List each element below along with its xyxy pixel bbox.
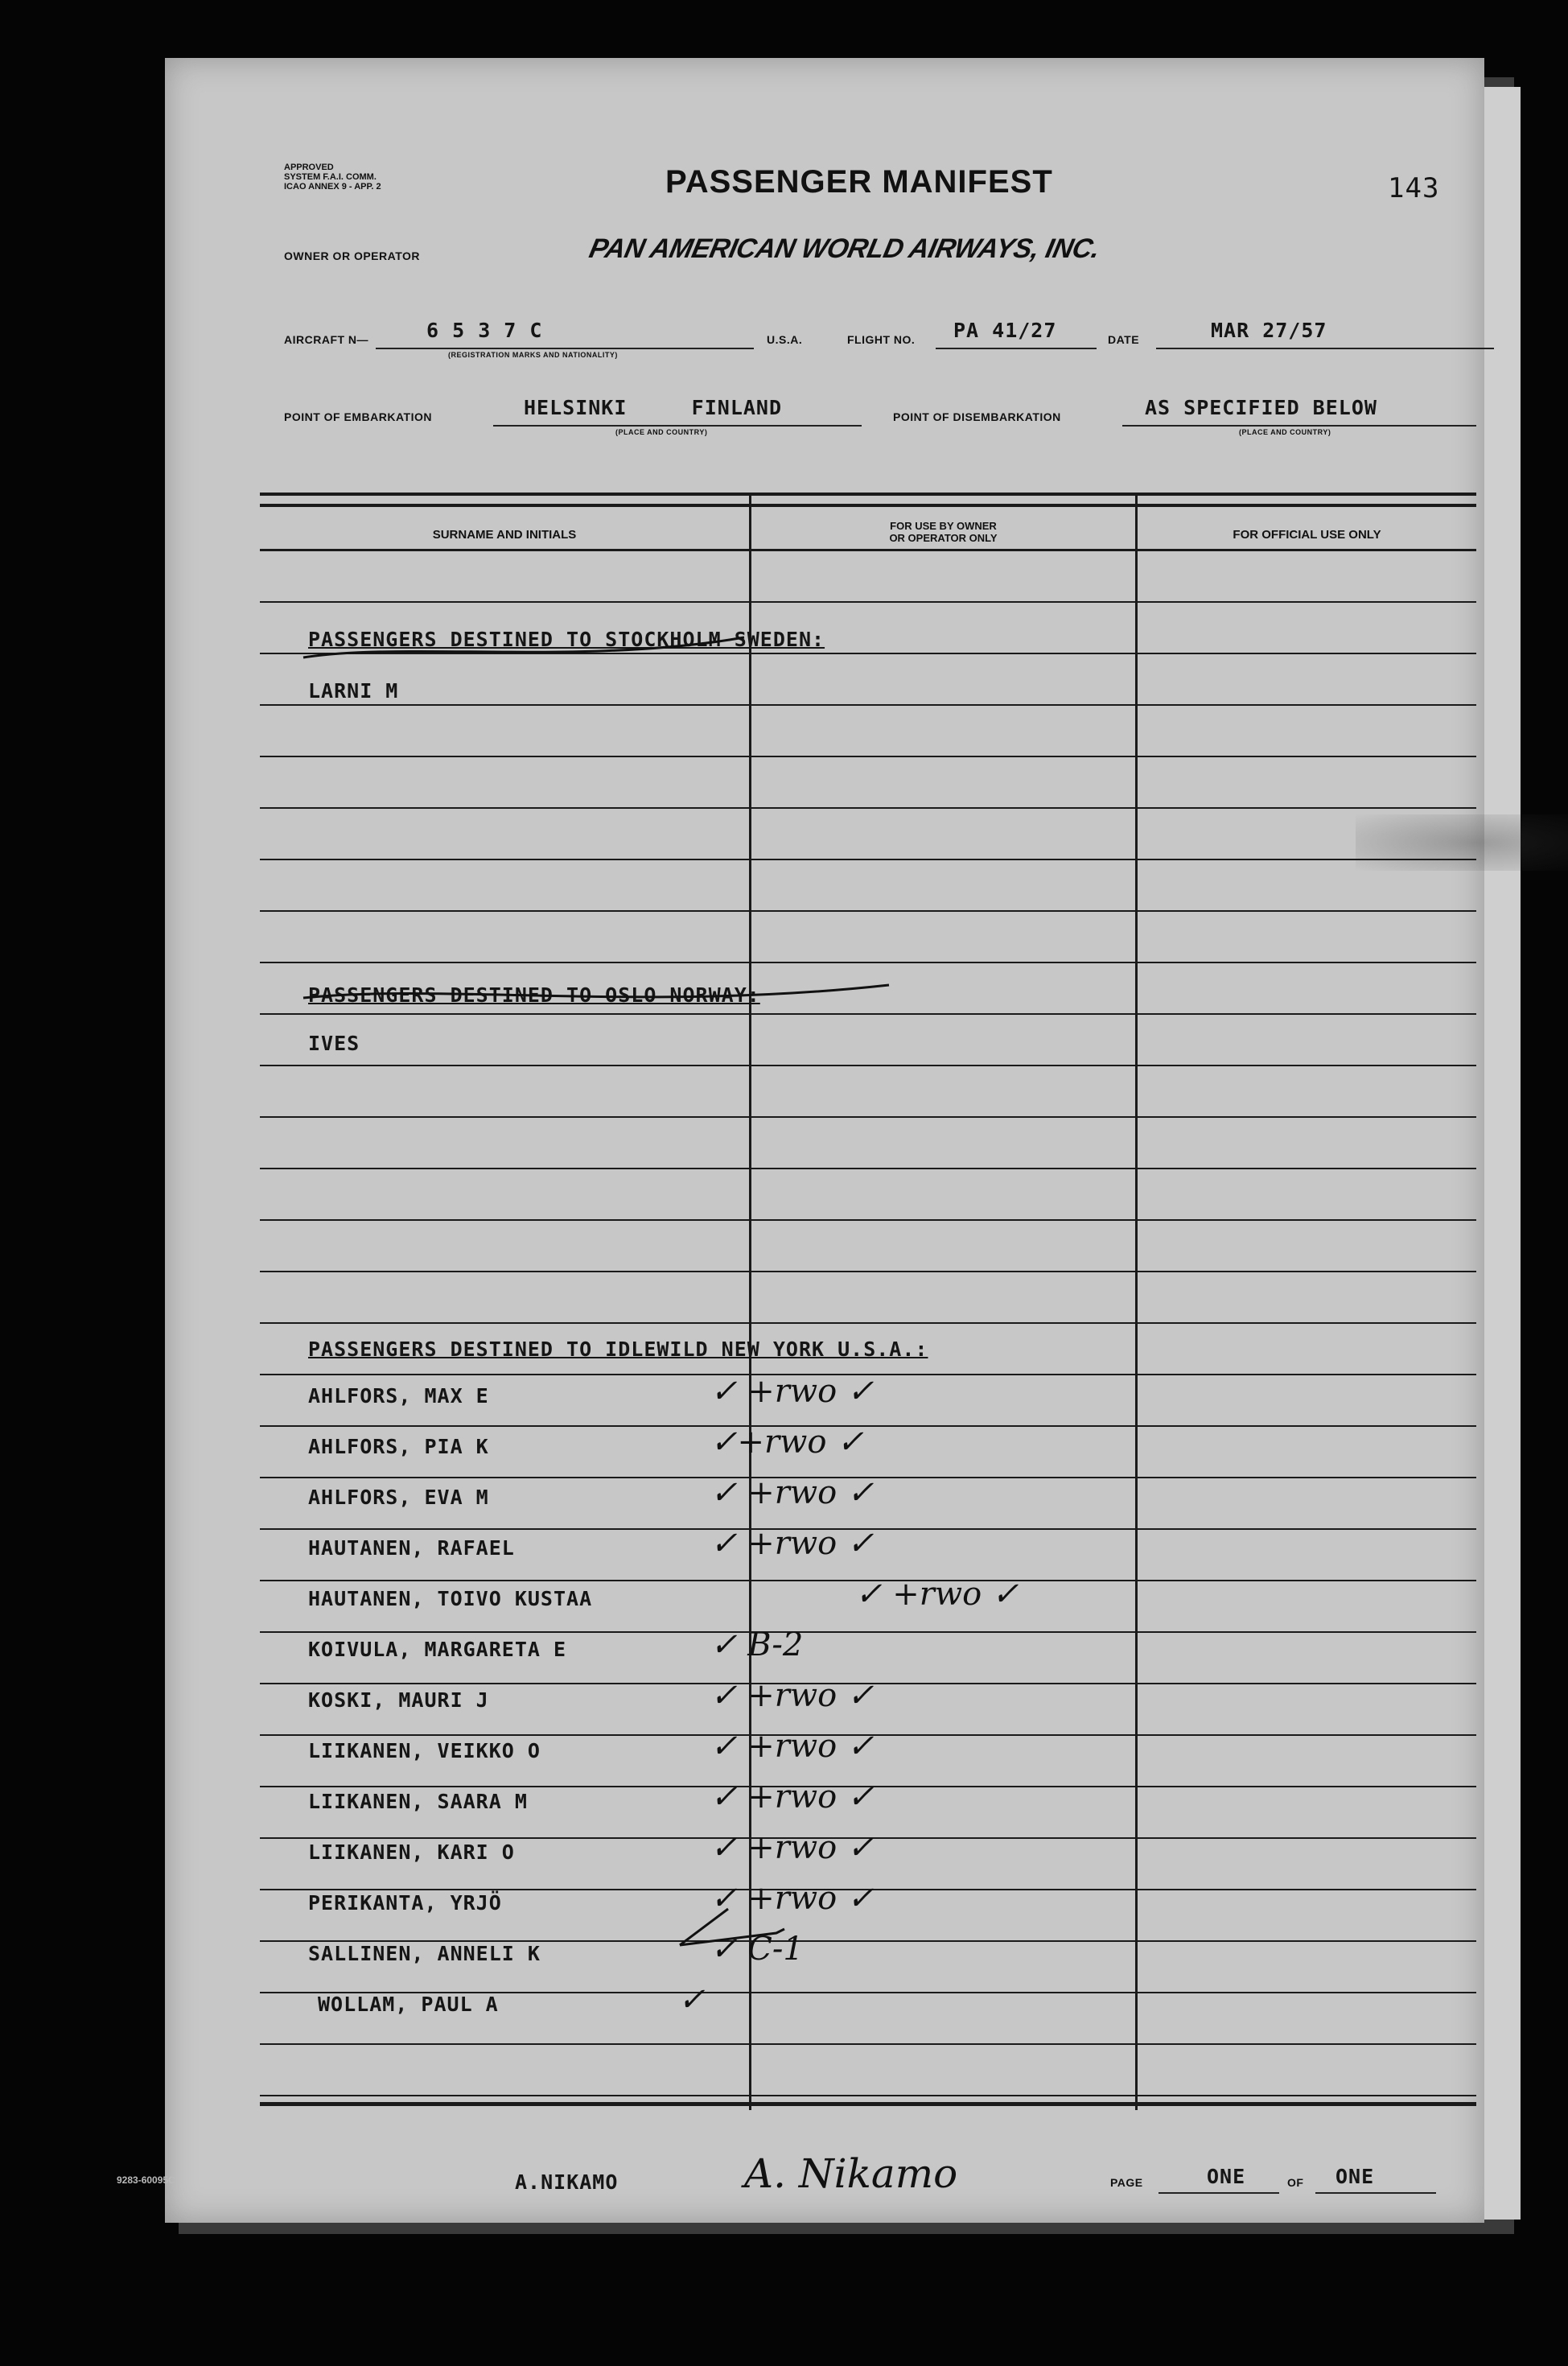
handwritten-note: ✓+rwo ✓ — [710, 1424, 864, 1461]
manifest-sheet — [117, 58, 1484, 2223]
handwritten-note: ✓ +rwo ✓ — [710, 1525, 875, 1562]
handwritten-note: ✓ +rwo ✓ — [710, 1880, 875, 1917]
handwritten-note: ✓ — [678, 1981, 706, 2018]
aircraft-value: 6 5 3 7 C — [426, 319, 543, 342]
page-label: PAGE — [1110, 2176, 1143, 2189]
passenger-name: KOIVULA, MARGARETA E — [308, 1638, 567, 1661]
handwritten-note: ✓ +rwo ✓ — [710, 1373, 875, 1410]
passenger-name: HAUTANEN, TOIVO KUSTAA — [308, 1587, 593, 1610]
passenger-name: WOLLAM, PAUL A — [318, 1993, 499, 2016]
passenger-name: SALLINEN, ANNELI K — [308, 1942, 541, 1965]
aircraft-label: AIRCRAFT N— — [284, 333, 369, 346]
passenger-name: KOSKI, MAURI J — [308, 1688, 489, 1712]
approval-line: ICAO ANNEX 9 - APP. 2 — [284, 182, 381, 192]
column-header-owner: FOR USE BY OWNER OR OPERATOR ONLY — [889, 520, 998, 544]
strike-mark — [303, 637, 744, 657]
page-number: 143 — [1388, 172, 1440, 204]
operator-name: PAN AMERICAN WORLD AIRWAYS, INC. — [586, 233, 1103, 264]
page-title: PASSENGER MANIFEST — [665, 164, 1053, 200]
strike-mark — [303, 985, 889, 998]
handwritten-note: ✓ +rwo ✓ — [710, 1728, 875, 1765]
signer-name: A.NIKAMO — [515, 2170, 619, 2194]
handwritten-note: ✓ +rwo ✓ — [710, 1474, 875, 1511]
column-header-surname: SURNAME AND INITIALS — [432, 528, 577, 542]
approval-line: SYSTEM F.A.I. COMM. — [284, 172, 377, 182]
aircraft-sub: (REGISTRATION MARKS AND NATIONALITY) — [448, 351, 618, 359]
passenger-name: LIIKANEN, SAARA M — [308, 1790, 528, 1813]
passenger-name: AHLFORS, MAX E — [308, 1384, 489, 1408]
pen-marks — [165, 58, 1484, 2223]
passenger-name: HAUTANEN, RAFAEL — [308, 1536, 515, 1560]
section-heading-oslo: PASSENGERS DESTINED TO OSLO NORWAY: — [308, 983, 760, 1007]
approval-line: APPROVED — [284, 163, 334, 172]
embark-label: POINT OF EMBARKATION — [284, 410, 432, 423]
embark-value: HELSINKI FINLAND — [524, 396, 783, 419]
handwritten-note: ✓ B-2 — [710, 1626, 804, 1663]
embark-sub: (PLACE AND COUNTRY) — [615, 428, 708, 436]
of-label: OF — [1287, 2176, 1304, 2189]
usa-label: U.S.A. — [767, 333, 803, 346]
check-mark — [680, 1909, 784, 1945]
disembark-value: AS SPECIFIED BELOW — [1145, 396, 1377, 419]
column-header-official: FOR OFFICIAL USE ONLY — [1233, 528, 1381, 542]
handwritten-note: ✓ +rwo ✓ — [710, 1677, 875, 1714]
section-heading-idlewild: PASSENGERS DESTINED TO IDLEWILD NEW YORK U.S.A.: — [308, 1338, 928, 1361]
disembark-label: POINT OF DISEMBARKATION — [893, 410, 1061, 423]
date-value: MAR 27/57 — [1211, 319, 1327, 342]
flight-value: PA 41/27 — [953, 319, 1057, 342]
disembark-sub: (PLACE AND COUNTRY) — [1239, 428, 1331, 436]
handwritten-note: ✓ +rwo ✓ — [710, 1829, 875, 1866]
signature: A. Nikamo — [744, 2150, 958, 2197]
passenger-name: AHLFORS, EVA M — [308, 1486, 489, 1509]
owner-label: OWNER OR OPERATOR — [284, 249, 420, 262]
passenger-name: PERIKANTA, YRJÖ — [308, 1891, 502, 1915]
passenger-name: AHLFORS, PIA K — [308, 1435, 489, 1458]
handwritten-note: ✓ +rwo ✓ — [710, 1779, 875, 1816]
section-heading-stockholm: PASSENGERS DESTINED TO STOCKHOLM SWEDEN: — [308, 628, 825, 651]
of-value: ONE — [1335, 2165, 1375, 2188]
page-value: ONE — [1207, 2165, 1246, 2188]
passenger-name: LIIKANEN, KARI O — [308, 1840, 515, 1864]
passenger-name: IVES — [308, 1032, 360, 1055]
flight-label: FLIGHT NO. — [847, 333, 916, 346]
passenger-name: LARNI M — [308, 679, 399, 703]
handwritten-note: ✓ C-1 — [710, 1931, 804, 1968]
handwritten-note: ✓ +rwo ✓ — [855, 1576, 1019, 1613]
passenger-name: LIIKANEN, VEIKKO O — [308, 1739, 541, 1762]
date-label: DATE — [1108, 333, 1140, 346]
form-code: 9283-60095C — [117, 2174, 175, 2186]
